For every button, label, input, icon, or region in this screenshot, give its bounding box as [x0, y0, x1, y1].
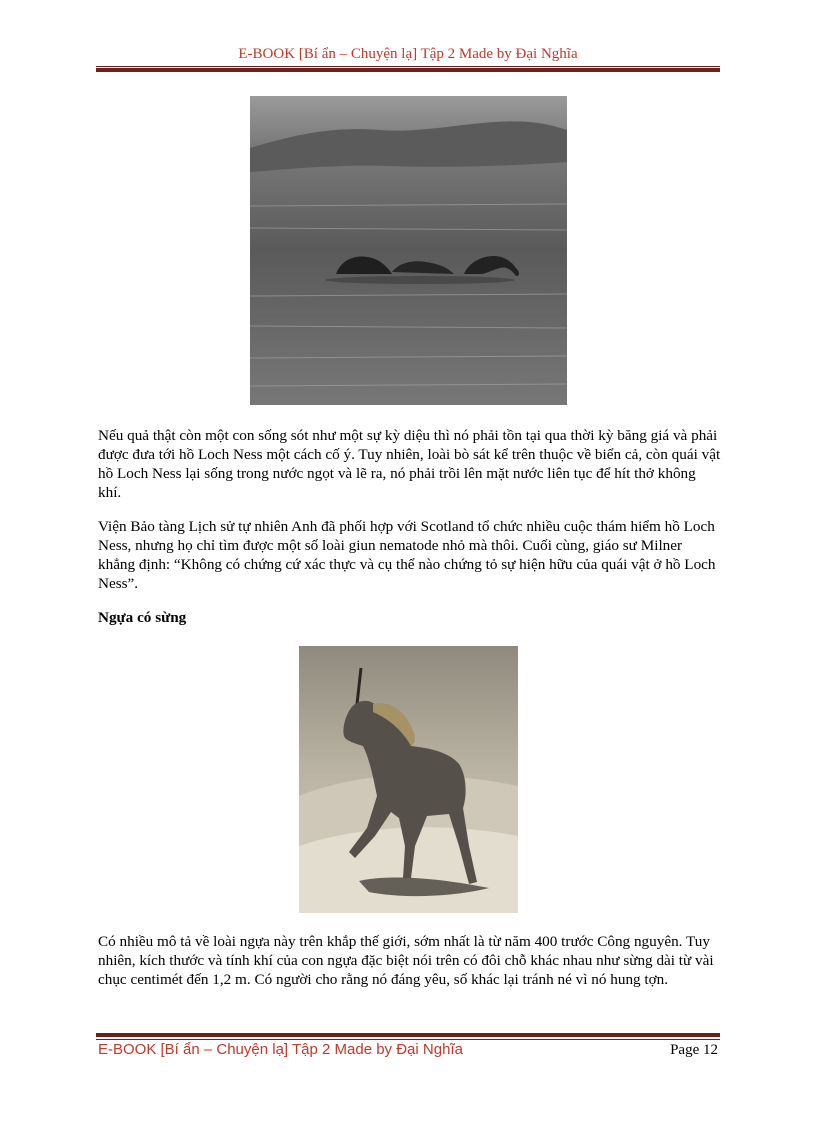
- section-heading: Ngựa có sừng: [98, 609, 187, 626]
- footer-rule-thin: [96, 1039, 720, 1040]
- unicorn-photo: [299, 646, 518, 913]
- paragraph-3: Có nhiều mô tả về loài ngựa này trên khắp thế giới, sớm nhất là từ năm 400 trước Công nguyên. Tuy nhiên, kích thước và tính khí của con ngựa đặc biệt nói trên có đôi chỗ khác nhau như sừng dài từ vài chục centimét đến 1,2 m. Có người cho rằng nó đáng yêu, số khác lại tránh né vì nó hung tợn.: [98, 933, 714, 988]
- paragraph-2: Viện Bảo tàng Lịch sử tự nhiên Anh đã phối hợp với Scotland tổ chức nhiều cuộc thám hiểm hồ Loch Ness, nhưng họ chỉ tìm được một số loài giun nematode nhỏ mà thôi. Cuối cùng, giáo sư Milner khẳng định: “Không có chứng cứ xác thực và cụ thể nào chứng tỏ sự hiện hữu của quái vật ở hồ Loch Ness”.: [98, 518, 716, 592]
- loch-ness-monster-illustration: [250, 96, 567, 405]
- page-footer-title: E-BOOK [Bí ẩn – Chuyện lạ] Tập 2 Made by Đại Nghĩa: [98, 1041, 463, 1058]
- page-header-title: E-BOOK [Bí ẩn – Chuyện lạ] Tập 2 Made by Đại Nghĩa: [238, 46, 578, 62]
- page-number: Page 12: [670, 1042, 718, 1058]
- header-rule-thick: [96, 68, 720, 72]
- paragraph-1: Nếu quả thật còn một con sống sót như một sự kỳ diệu thì nó phải tồn tại qua thời kỳ băng giá và phải được đưa tới hồ Loch Ness một cách cố ý. Tuy nhiên, loài bò sát kể trên thuộc về biển cả, còn quái vật hồ Loch Ness lại sống trong nước ngọt và lẽ ra, nó phải trồi lên mặt nước liên tục để hít thở không khí.: [98, 427, 721, 501]
- loch-ness-monster-photo: [250, 96, 567, 405]
- header-rule-thin: [96, 66, 720, 67]
- unicorn-illustration: [299, 646, 518, 913]
- footer-rule-thick: [96, 1033, 720, 1037]
